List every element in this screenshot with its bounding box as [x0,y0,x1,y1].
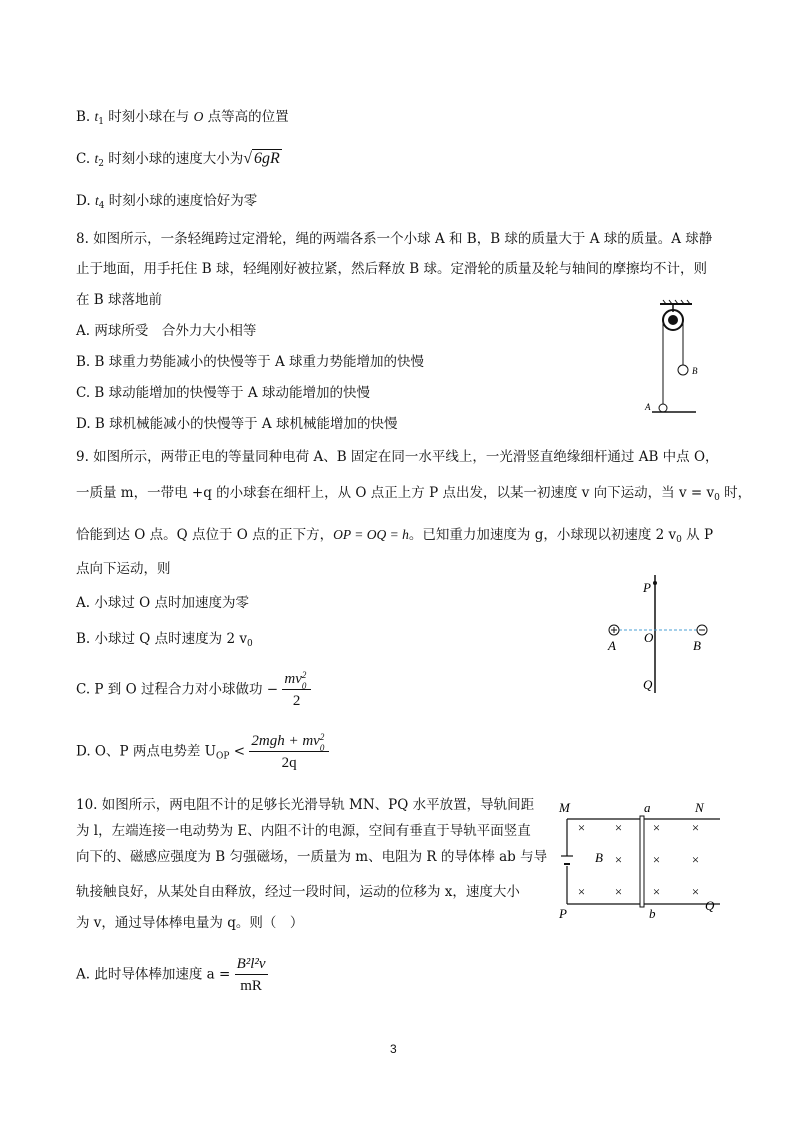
q8-stem-line2: 止于地面，用手托住 B 球，轻绳刚好被拉紧，然后释放 B 球。定滑轮的质量及轮与轴间的摩擦均不计，则 [76,261,708,277]
q9-label-p: P [643,580,651,595]
q8-label-a: A [645,402,651,412]
q10-stem-line3: 向下的、磁感应强度为 B 匀强磁场，一质量为 m、电阻为 R 的导体棒 ab 与导 [76,849,548,865]
svg-text:×: × [577,884,586,899]
q8-option-d: D. B 球机械能减小的快慢等于 A 球机械能增加的快慢 [76,416,398,432]
q10-label-p: P [559,906,567,921]
q10-label-field-b: B [595,850,603,865]
svg-text:×: × [691,820,700,835]
q7-option-d: D. $t_4$ 时刻小球的速度恰好为零 [76,193,258,211]
q10-stem-line1: 10. 如图所示，两电阻不计的足够长光滑导轨 MN、PQ 水平放置，导轨间距 [76,797,535,813]
q10-stem-line5: 为 v，通过导体棒电量为 q。则（ ） [76,915,304,931]
q9-stem-line4: 点向下运动，则 [76,561,171,577]
q10-stem-line2: 为 l，左端连接一电动势为 E、内阻不计的电源，空间有垂直于导轨平面竖直 [76,823,531,839]
svg-text:×: × [614,852,623,867]
q10-a-fraction: $\frac{\text{B²l²v}}{mR}$ [236,956,266,994]
q10-stem-line4: 轨接触良好，从某处自由释放，经过一段时间，运动的位移为 x，速度大小 [76,884,520,900]
svg-text:×: × [652,884,661,899]
q9-stem-line1: 9. 如图所示，两带正电的等量同种电荷 A、B 固定在同一水平线上，一光滑竖直绝缘细杆通过 AB 中点 O， [76,449,719,465]
q8-option-a: A. 两球所受 合外力大小相等 [76,323,257,339]
svg-text:×: × [577,820,586,835]
q9-stem-line2: 一质量 m，一带电 +q 的小球套在细杆上，从 O 点正上方 P 点出发，以某一初速度 v 向下运动，当 $v = v_0$ 时， [76,485,752,503]
q10-label-q: Q [705,898,715,913]
q8-pulley-diagram [640,300,700,420]
q9-charges-diagram [600,575,730,695]
q8-stem-line1: 8. 如图所示，一条轻绳跨过定滑轮，绳的两端各系一个小球 A 和 B，B 球的质量大于 A 球的质量。A 球静 [76,231,713,247]
q8-option-c: C. B 球动能增加的快慢等于 A 球动能增加的快慢 [76,385,370,401]
q7-option-c: C. $t_2$ 时刻小球的速度大小为√ 6gR [76,150,280,169]
q10-label-m: M [559,800,570,815]
q9-label-o: O [644,630,654,645]
svg-text:×: × [652,820,661,835]
q9-d-fraction: 2mgh + mv 2 0 2q [249,732,328,772]
q9-stem-line3: 恰能到达 O 点。Q 点位于 O 点的正下方，OP = OQ = h。已知重力加速度为 g，小球现以初速度 2 $v_0$ 从 P [76,527,714,545]
q8-stem-line3: 在 B 球落地前 [76,292,163,308]
q10-label-b: b [649,906,656,921]
q8-option-b: B. B 球重力势能减小的快慢等于 A 球重力势能增加的快慢 [76,354,425,370]
svg-text:×: × [691,884,700,899]
q9-label-a: A [608,638,616,653]
q9-c-fraction: mv 2 0 2 [282,670,311,710]
q9-label-q: Q [643,677,653,692]
q9-label-b: B [693,638,701,653]
svg-text:×: × [652,852,661,867]
q9-option-b: B. 小球过 Q 点时速度为 2 $v_0$ [76,631,253,649]
q10-label-a: a [644,800,651,815]
page-number: 3 [390,1042,397,1056]
svg-text:×: × [614,884,623,899]
q8-label-b: B [692,366,698,376]
q9-option-d: D. O、P 两点电势差 $U_{OP}$ < 2mgh + mv 2 0 2q [76,732,329,772]
q9-option-c: C. P 到 O 过程合力对小球做功 − mv 2 0 2 [76,670,311,710]
q10-label-n: N [695,800,704,815]
q10-rails-diagram [555,798,725,924]
svg-text:×: × [614,820,623,835]
svg-text:×: × [691,852,700,867]
q9-option-a: A. 小球过 O 点时加速度为零 [76,595,249,611]
q10-option-a: A. 此时导体棒加速度 a = $\frac{\text{B²l²v}}{mR}$ [76,956,266,994]
q7-option-b: B. $t_1$ 时刻小球在与 O 点等高的位置 [76,109,289,127]
